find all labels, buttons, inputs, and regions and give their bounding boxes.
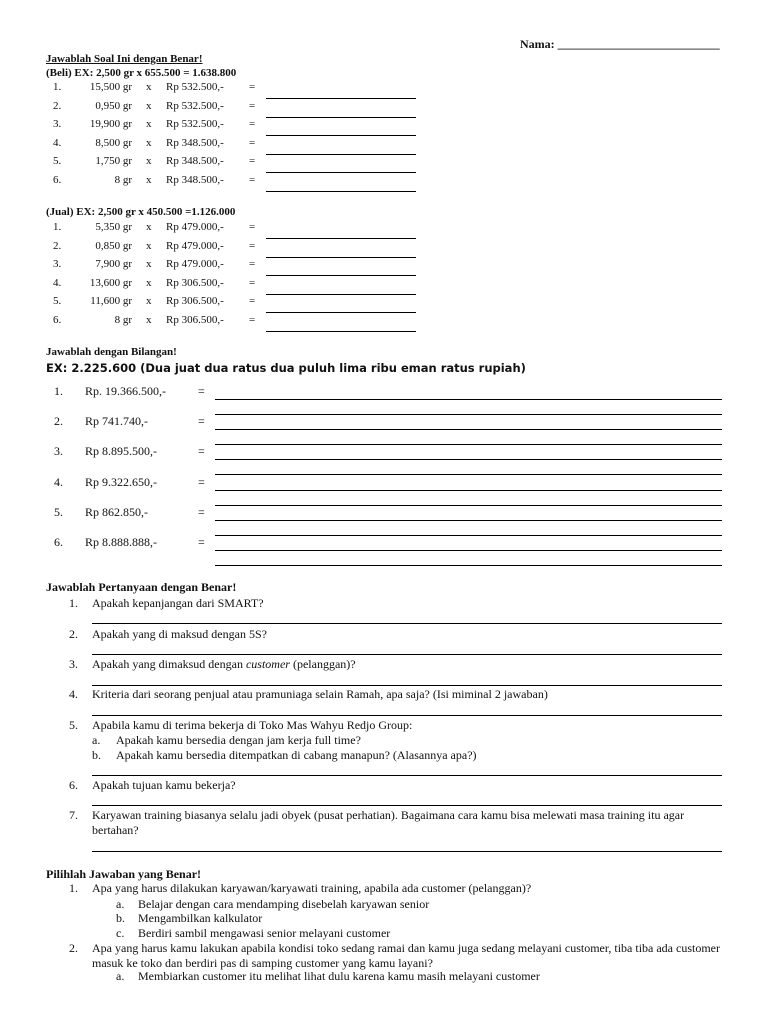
beli-row-price: Rp 532.500,- [166, 99, 224, 112]
beli-row-qty: 0,950 gr [95, 99, 132, 112]
q6-answer-line[interactable] [92, 805, 722, 806]
bilangan-row-amount: Rp 9.322.650,- [85, 474, 157, 489]
bilangan-answer-line[interactable] [215, 399, 722, 400]
beli-row-number: 1. [53, 81, 62, 93]
jual-row-price: Rp 306.500,- [166, 295, 224, 307]
jual-row-price: Rp 479.000,- [166, 258, 224, 270]
q2-number: 2. [69, 627, 78, 641]
q3-text-b: (pelanggan)? [289, 657, 356, 671]
beli-row-price: Rp 348.500,- [166, 136, 224, 149]
q3-text-a: Apakah yang dimaksud dengan [92, 657, 246, 671]
jual-row-answer-line[interactable] [266, 275, 416, 276]
jual-row-times: x [146, 313, 152, 326]
jual-row-equals: = [249, 221, 256, 233]
q5a-text: Apakah kamu bersedia dengan jam kerja full time? [116, 733, 361, 747]
bilangan-row-number: 2. [54, 414, 63, 429]
bilangan-answer-line[interactable] [215, 429, 722, 430]
mc-q1-option-a-label[interactable]: a. [116, 897, 125, 911]
mc-q1-option-c-label[interactable]: c. [116, 926, 125, 940]
jual-row-equals: = [249, 276, 256, 289]
beli-row-times: x [146, 81, 152, 93]
jual-row-number: 4. [53, 276, 62, 289]
mc-q1-option-b-text[interactable]: Mengambilkan kalkulator [138, 911, 263, 925]
mc-q1-text: Apa yang harus dilakukan karyawan/karyawati training, apabila ada customer (pelanggan)? [92, 881, 532, 895]
beli-row-answer-line[interactable] [266, 135, 416, 136]
jual-row-qty: 8 gr [114, 313, 132, 326]
beli-row-qty: 8,500 gr [95, 136, 132, 149]
beli-row-qty: 19,900 gr [89, 118, 132, 130]
jual-row-times: x [146, 276, 152, 289]
beli-row-number: 3. [53, 118, 62, 130]
beli-row-times: x [146, 118, 152, 130]
jual-row-equals: = [249, 313, 256, 326]
mc-q2-option-a-text[interactable]: Membiarkan customer itu melihat lihat dulu karena kamu masih melayani customer [138, 969, 540, 983]
beli-row-number: 4. [53, 136, 62, 149]
mc-q1-number: 1. [69, 881, 78, 895]
bilangan-answer-line[interactable] [215, 505, 722, 506]
bilangan-row-equals: = [198, 504, 205, 519]
q5b-text: Apakah kamu bersedia ditempatkan di cabang manapun? (Alasannya apa?) [116, 748, 477, 762]
bilangan-row-number: 5. [54, 504, 63, 519]
jual-row-number: 3. [53, 258, 62, 270]
beli-row-answer-line[interactable] [266, 98, 416, 99]
bilangan-row-equals: = [198, 535, 205, 549]
q6-text: Apakah tujuan kamu bekerja? [92, 778, 236, 792]
bilangan-answer-line[interactable] [215, 520, 722, 521]
jual-row-price: Rp 479.000,- [166, 239, 224, 252]
beli-row-number: 5. [53, 155, 62, 167]
q5a-label: a. [92, 733, 101, 747]
beli-row-equals: = [249, 81, 256, 93]
jual-row-number: 1. [53, 221, 62, 233]
q6-number: 6. [69, 778, 78, 792]
bilangan-row-number: 4. [54, 474, 63, 489]
jual-row-qty: 11,600 gr [90, 295, 132, 307]
bilangan-row-amount: Rp. 19.366.500,- [85, 384, 166, 398]
mc-q1-option-a-text[interactable]: Belajar dengan cara mendamping disebelah karyawan senior [138, 897, 430, 911]
jual-row-number: 2. [53, 239, 62, 252]
q1-number: 1. [69, 596, 78, 610]
beli-row-equals: = [249, 118, 256, 130]
beli-row-answer-line[interactable] [266, 117, 416, 118]
q2-answer-line[interactable] [92, 654, 722, 655]
beli-row-number: 2. [53, 99, 62, 112]
bilangan-row-equals: = [198, 414, 205, 429]
bilangan-answer-line[interactable] [215, 414, 722, 415]
bilangan-row-number: 1. [54, 384, 63, 398]
bilangan-row-amount: Rp 8.895.500,- [85, 444, 157, 459]
beli-row-answer-line[interactable] [266, 172, 416, 173]
jual-row-equals: = [249, 239, 256, 252]
jual-row-qty: 7,900 gr [95, 258, 132, 270]
beli-row-price: Rp 348.500,- [166, 173, 224, 186]
mc-q2-text: Apa yang harus kamu lakukan apabila kondisi toko sedang ramai dan kamu juga sedang melayani customer, tiba tiba ada customer masuk ke toko dan berdiri pas di samping customer yang kamu layani? [92, 941, 720, 970]
jual-example: (Jual) EX: 2,500 gr x 450.500 =1.126.000 [46, 206, 236, 218]
q1-text: Apakah kepanjangan dari SMART? [92, 596, 264, 610]
beli-row-price: Rp 348.500,- [166, 155, 224, 167]
bilangan-row-equals: = [198, 384, 205, 398]
jual-row-answer-line[interactable] [266, 312, 416, 313]
section4-title: Pilihlah Jawaban yang Benar! [46, 867, 202, 881]
mc-q1-option-c-text[interactable]: Berdiri sambil mengawasi senior melayani customer [138, 926, 391, 940]
q3-text-em: customer [245, 657, 290, 671]
q7-text: Karyawan training biasanya selalu jadi obyek (pusat perhatian). Bagaimana cara kamu bisa melewati masa training itu agar bertahan? [92, 808, 685, 837]
bilangan-row-equals: = [198, 474, 205, 489]
jual-row-answer-line[interactable] [266, 238, 416, 239]
beli-row-times: x [146, 99, 152, 112]
jual-row-answer-line[interactable] [266, 331, 416, 332]
beli-row-equals: = [249, 155, 256, 167]
section3-title: Jawablah Pertanyaan dengan Benar! [46, 580, 237, 594]
q5b-label: b. [92, 748, 101, 762]
jual-row-times: x [146, 295, 152, 307]
bilangan-answer-line[interactable] [215, 565, 722, 566]
beli-row-times: x [146, 155, 152, 167]
beli-row-number: 6. [53, 173, 62, 186]
q5-text: Apabila kamu di terima bekerja di Toko Mas Wahyu Redjo Group: [92, 718, 413, 732]
jual-row-price: Rp 306.500,- [166, 313, 224, 326]
beli-row-equals: = [249, 136, 256, 149]
beli-row-times: x [146, 136, 152, 149]
jual-row-answer-line[interactable] [266, 294, 416, 295]
bilangan-answer-line[interactable] [215, 490, 722, 491]
jual-row-number: 6. [53, 313, 62, 326]
bilangan-row-number: 3. [54, 444, 63, 459]
bilangan-answer-line[interactable] [215, 535, 722, 536]
jual-row-price: Rp 479.000,- [166, 221, 224, 233]
beli-row-times: x [146, 173, 152, 186]
q5-number: 5. [69, 718, 78, 732]
bilangan-row-equals: = [198, 444, 205, 459]
q7-answer-line[interactable] [92, 851, 722, 852]
bilangan-row-amount: Rp 8.888.888,- [85, 535, 157, 549]
mc-q2-option-a-label[interactable]: a. [116, 969, 125, 983]
jual-row-price: Rp 306.500,- [166, 276, 224, 289]
jual-row-equals: = [249, 295, 256, 307]
beli-row-price: Rp 532.500,- [166, 81, 224, 93]
section2-example: EX: 2.225.600 (Dua juat dua ratus dua puluh lima ribu eman ratus rupiah) [46, 361, 526, 375]
section1-title: Jawablah Soal Ini dengan Benar! [46, 53, 203, 65]
mc-q1-option-b-label[interactable]: b. [116, 911, 125, 925]
q3-text [92, 657, 356, 672]
beli-row-equals: = [249, 99, 256, 112]
mc-q2-number: 2. [69, 941, 78, 955]
jual-row-times: x [146, 258, 152, 270]
jual-row-equals: = [249, 258, 256, 270]
jual-row-answer-line[interactable] [266, 257, 416, 258]
jual-row-times: x [146, 221, 152, 233]
q4-answer-line[interactable] [92, 715, 722, 716]
bilangan-row-amount: Rp 862.850,- [85, 504, 148, 519]
name-field-label[interactable]: Nama: ___________________________ [520, 37, 720, 51]
q5-answer-line[interactable] [92, 775, 722, 776]
jual-row-qty: 13,600 gr [89, 276, 132, 289]
q4-text: Kriteria dari seorang penjual atau pramuniaga selain Ramah, apa saja? (Isi miminal 2 jawaban) [92, 687, 548, 701]
jual-row-number: 5. [53, 295, 62, 307]
beli-row-qty: 8 gr [114, 173, 132, 186]
beli-row-equals: = [249, 173, 256, 186]
beli-example: (Beli) EX: 2,500 gr x 655.500 = 1.638.800 [46, 67, 237, 79]
bilangan-answer-line[interactable] [215, 459, 722, 460]
q4-number: 4. [69, 687, 78, 701]
bilangan-answer-line[interactable] [215, 550, 722, 551]
bilangan-answer-line[interactable] [215, 474, 722, 475]
beli-row-price: Rp 532.500,- [166, 118, 224, 130]
jual-row-qty: 0,850 gr [95, 239, 132, 252]
q3-answer-line[interactable] [92, 685, 722, 686]
beli-row-qty: 15,500 gr [89, 81, 132, 93]
beli-row-answer-line[interactable] [266, 191, 416, 192]
q1-answer-line[interactable] [92, 623, 722, 624]
bilangan-answer-line[interactable] [215, 444, 722, 445]
bilangan-row-number: 6. [54, 535, 63, 549]
bilangan-row-amount: Rp 741.740,- [85, 414, 148, 429]
q2-text: Apakah yang di maksud dengan 5S? [92, 627, 267, 641]
beli-row-answer-line[interactable] [266, 154, 416, 155]
jual-row-times: x [146, 239, 152, 252]
beli-row-qty: 1,750 gr [95, 155, 132, 167]
q3-number: 3. [69, 657, 78, 671]
jual-row-qty: 5,350 gr [95, 221, 132, 233]
section2-title: Jawablah dengan Bilangan! [46, 346, 177, 358]
q7-number: 7. [69, 808, 78, 822]
